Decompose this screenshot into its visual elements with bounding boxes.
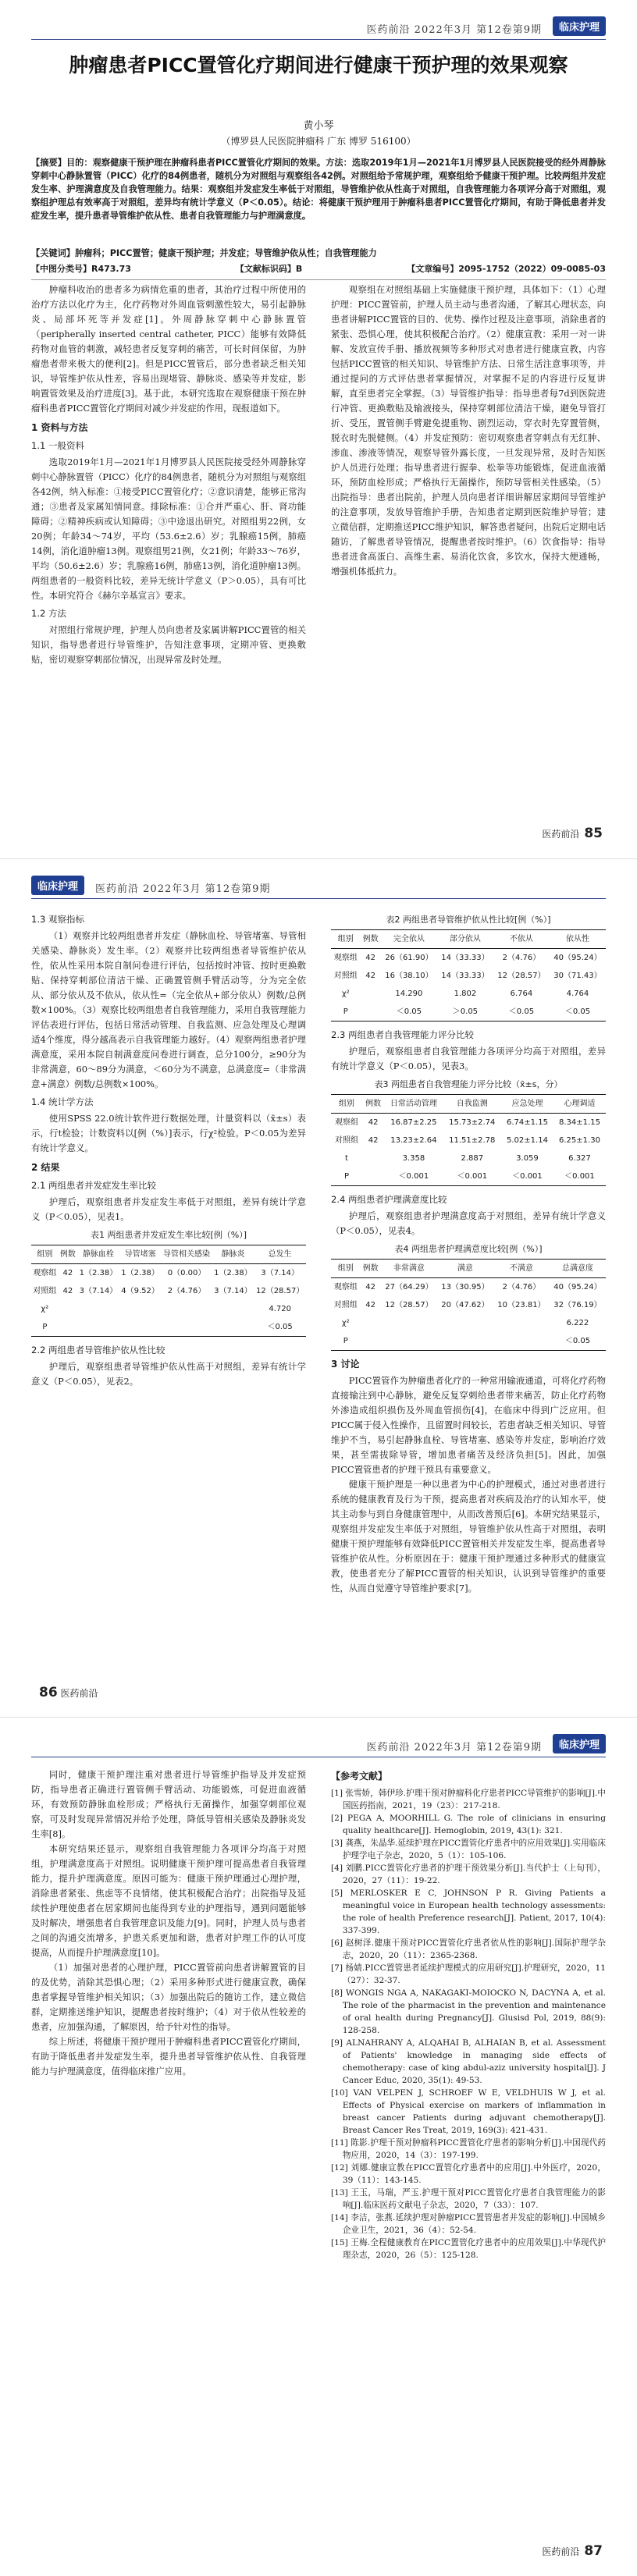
table-cell: 20（47.62）	[441, 1301, 489, 1309]
column-left	[31, 909, 306, 1389]
journal-running-head: 医药前沿 2022年3月 第12卷第9期	[366, 24, 542, 36]
running-header	[31, 869, 606, 899]
table-header: 例数	[360, 930, 380, 949]
table-cell: ＜0.001	[501, 1167, 553, 1186]
table-cell: 6.764	[510, 990, 533, 998]
table-cell: 12（28.57）	[255, 1287, 304, 1295]
table-cell	[493, 1332, 550, 1351]
table-header: 不满意	[493, 1260, 550, 1278]
reference-item: [3] 龚燕，朱晶华.延续护理在PICC置管化疗患者中的应用效果[J].实用临床护理学电子杂志，2020，5（1）：105-106.	[331, 1839, 606, 1860]
column-right	[331, 282, 606, 579]
paragraph: 使用SPSS 22.0统计软件进行数据处理，计量资料以（x̄±s）表示，行t检验；计数资料以[例（%）]表示，行χ²检验。P＜0.05为差异有统计学意义。	[31, 1113, 306, 1153]
document-code: 【文献标识码】B	[235, 264, 303, 274]
section-tag: 临床护理	[31, 876, 84, 895]
paragraph: 护理后，观察组患者自我管理能力各项评分均高于对照组，差异有统计学意义（P＜0.05），见表3。	[331, 1046, 606, 1071]
table-cell: 13（30.95）	[441, 1283, 489, 1292]
table-row	[331, 949, 606, 968]
table-cell: 5.02±1.14	[507, 1136, 548, 1145]
table-header: 自我监测	[443, 1095, 501, 1114]
table-caption: 表1 两组患者并发症发生率比较[例（%）]	[90, 1230, 247, 1240]
table-cell: 0（0.00）	[167, 1269, 206, 1277]
table-row	[331, 1149, 606, 1167]
table-cell: 40（95.24）	[553, 1283, 602, 1292]
section-heading: 1 资料与方法	[31, 422, 88, 433]
table-cell: 32（76.19）	[553, 1301, 602, 1309]
table-cell: ＜0.001	[443, 1167, 501, 1186]
table-header: 导管堵塞	[119, 1245, 162, 1264]
table-cell	[77, 1300, 119, 1318]
author: 黄小琴	[303, 120, 334, 132]
table-cell: 6.74±1.15	[507, 1118, 548, 1127]
table-cell: 14（33.33）	[441, 954, 489, 962]
table-header: 应急处理	[501, 1095, 553, 1114]
reference-item: [4] 刘鹏.PICC置管化疗患者的护理干预效果分析[J].当代护士（上旬刊），2020，27（11）：19-22.	[331, 1864, 606, 1885]
table-cell: χ²	[341, 990, 350, 998]
table-cell	[77, 1318, 119, 1337]
table-header: 非常满意	[381, 1260, 437, 1278]
table-2	[331, 912, 606, 1022]
column-right	[331, 1768, 606, 2262]
reference-item: [12] 刘娜.健康宣教在PICC置管化疗患者中的应用[J].中外医疗，2020，39（11）：143-145.	[331, 2163, 606, 2185]
table-header: 组别	[331, 930, 360, 949]
journal-running-head: 医药前沿 2022年3月 第12卷第9期	[366, 1742, 542, 1753]
table-cell: 4.764	[566, 990, 589, 998]
table-cell: 3（7.14）	[214, 1287, 252, 1295]
table-cell: 42	[368, 1118, 379, 1127]
table-cell	[59, 1300, 77, 1318]
table-cell: 42	[365, 954, 376, 962]
table-header: 静脉血栓	[77, 1245, 119, 1264]
table-cell: 2（4.76）	[502, 954, 541, 962]
table-cell	[437, 1332, 493, 1351]
paragraph: 选取2019年1月—2021年1月博罗县人民医院接受经外周静脉穿刺中心静脉置管（PICC）化疗的84例患者，随机分为对照组与观察组各42例，纳入标准：①接受PICC置管化疗；②意识清楚，能够正常沟通；③患者及家属知情同意。排除标准：①合并严重心、肝、肾功能障碍；②精神疾病或认知障碍；③中途退出研究。对照组男22例，女20例；年龄34～74岁，平均（53.6±2.6）岁；乳腺癌15例，肺癌14例，消化道肿瘤13例。观察组男21例，女21例；年龄33～76岁，平均（50.6±2.6）岁；乳腺癌16例，肺癌13例，消化道肿瘤13例。两组患者的一般资料比较，差异无统计学意义（P＞0.05），具有可比性。本研究符合《赫尔辛基宣言》要求。	[31, 457, 306, 601]
table-cell: ＜0.05	[254, 1318, 306, 1337]
section-heading: 3 讨论	[331, 1359, 360, 1370]
clc-number: 【中图分类号】R473.73	[31, 264, 131, 274]
table-cell: 观察组	[33, 1269, 57, 1277]
table-cell: 1（2.38）	[214, 1269, 252, 1277]
table-cell: 3（7.14）	[79, 1287, 118, 1295]
page-footer	[542, 2543, 603, 2559]
table-cell: 42	[368, 1136, 379, 1145]
table-caption: 表2 两组患者导管维护依从性比较[例（%）]	[386, 915, 551, 925]
table-cell: ＜0.05	[493, 1003, 550, 1022]
reference-item: [14] 李洁，张燕.延续护理对肿瘤PICC置管患者并发症的影响[J].中国城乡企业卫生，2021，36（4）：52-54.	[331, 2213, 606, 2235]
table-cell: t	[345, 1154, 348, 1163]
table-row	[31, 1282, 306, 1300]
table-cell: 4.720	[269, 1305, 291, 1313]
reference-item: [2] PEGA A, MOORHILL G. The role of clinicians in ensuring quality healthcare[J]. Hemoglobin, 2019, 43(1): 321.	[331, 1814, 606, 1835]
table-cell: 15.73±2.74	[449, 1118, 496, 1127]
table-1	[31, 1228, 306, 1337]
table-cell: 2.887	[461, 1154, 484, 1163]
subsection-heading: 2.1 两组患者并发症发生率比较	[31, 1180, 156, 1191]
table-cell: ＜0.05	[381, 1003, 437, 1022]
table-header: 日常活动管理	[384, 1095, 443, 1114]
table-cell: χ²	[341, 1319, 350, 1327]
reference-item: [15] 王梅.全程健康教育在PICC置管化疗患者中的应用效果[J].中华现代护理杂志，2020，26（5）：125-128.	[331, 2238, 606, 2260]
table-header: 依从性	[550, 930, 606, 949]
table-cell: 观察组	[333, 1283, 358, 1292]
column-left	[31, 282, 306, 667]
paragraph: 同时，健康干预护理注重对患者进行导管维护指导及并发症预防，指导患者正确进行置管侧手臂活动、功能锻炼，可促进血液循环，有效预防静脉血栓形成；严格执行无菌操作，加强穿刺部位观察，可及时发现异常情况并给予处理，降低导管相关感染及静脉炎发生率[8]。	[31, 1769, 306, 1839]
paragraph: （1）观察并比较两组患者并发症（静脉血栓、导管堵塞、导管相关感染、静脉炎）发生率。（2）观察并比较两组患者导管维护依从性，依从性采用本院自制问卷进行评估，包括按时冲管、按时更换敷贴、保持穿刺部位清洁干燥、正确置管侧手臂活动等，分为完全依从、部分依从及不依从，依从性=（完全依从+部分依从）例数/总例数×100%。（3）观察比较两组患者自我管理能力，采用自我管理能力评估表进行评估，包括日常活动管理、自我监测、应急处理及心理调适4个维度，得分越高表示自我管理能力越好。（4）观察两组患者护理满意度，采用本院自制满意度问卷进行调查，总分100分，≥90分为非常满意，60～89分为满意，＜60分为不满意，总满意度=（非常满意+满意）例数/总例数×100%。	[31, 930, 306, 1089]
table-cell	[212, 1318, 254, 1337]
page-87	[0, 1717, 637, 2576]
paragraph: 对照组行常规护理，护理人员向患者及家属讲解PICC置管的相关知识，指导患者进行导管维护，告知注意事项，定期冲管、更换敷贴，密切观察穿刺部位情况，出现异常及时处理。	[31, 624, 306, 665]
table-cell: 42	[365, 1283, 376, 1292]
table-cell: 6.222	[566, 1319, 589, 1327]
table-cell: 13.23±2.64	[390, 1136, 437, 1145]
paragraph: 护理后，观察组患者导管维护依从性高于对照组，差异有统计学意义（P＜0.05），见表2。	[31, 1361, 306, 1387]
article-id: 【文章编号】2095-1752（2022）09-0085-03	[407, 264, 606, 274]
table-header: 心理调适	[553, 1095, 606, 1114]
table-cell: χ²	[41, 1305, 49, 1313]
reference-item: [13] 王玉，马瑞，严玉.护理干预对PICC置管化疗患者自我管理能力的影响[J].临床医药文献电子杂志，2020，7（33）：107.	[331, 2188, 606, 2210]
table-cell: 2（4.76）	[502, 1283, 541, 1292]
table-header: 总满意度	[550, 1260, 606, 1278]
table-cell: 42	[62, 1287, 73, 1295]
table-cell	[119, 1300, 162, 1318]
reference-item: [9] ALNAHRANY A, ALQAHAI B, ALHAIAN B, et al. Assessment of Patients' knowledge in managing side effects of chemotherapy: case of king abdul-aziz university hospital[J]. J Cancer Educ, 2020, 35(1): 49-53.	[331, 2038, 606, 2085]
table-cell	[381, 1332, 437, 1351]
page-number: 85	[584, 826, 603, 841]
table-cell: P	[331, 1167, 362, 1186]
table-cell: 10（23.81）	[497, 1301, 546, 1309]
table-caption: 表3 两组患者自我管理能力评分比较（x̄±s，分）	[374, 1079, 563, 1089]
column-right	[331, 909, 606, 1596]
table-cell	[161, 1300, 212, 1318]
table-header: 满意	[437, 1260, 493, 1278]
table-header: 例数	[360, 1260, 380, 1278]
reference-item: [7] 杨婧.PICC置管患者延续护理模式的应用研究[J].护理研究，2020，11（27）：32-37.	[331, 1963, 606, 1985]
table-header: 部分依从	[437, 930, 493, 949]
table-row	[31, 1264, 306, 1283]
affiliation: （博罗县人民医院肿瘤科 广东 博罗 516100）	[221, 136, 416, 147]
page-85	[0, 0, 637, 858]
table-cell	[161, 1318, 212, 1337]
article-title: 肿瘤患者PICC置管化疗期间进行健康干预护理的效果观察	[69, 54, 568, 76]
table-header: 组别	[31, 1245, 59, 1264]
table-cell: 对照组	[33, 1287, 57, 1295]
page-footer	[542, 826, 603, 841]
reference-item: [1] 张雪娇，韩伊珍.护理干预对肿瘤科化疗患者PICC导管维护的影响[J].中国医药指南，2021，19（23）：217-218.	[331, 1789, 606, 1810]
table-header: 完全依从	[381, 930, 437, 949]
table-cell: 1（2.38）	[121, 1269, 159, 1277]
table-row	[331, 1167, 606, 1186]
references-heading: 【参考文献】	[331, 1771, 388, 1782]
table-cell: 40（95.24）	[553, 954, 602, 962]
table-header: 不依从	[493, 930, 550, 949]
table-cell: 14.290	[395, 990, 423, 998]
table-row	[331, 1332, 606, 1351]
table-row	[331, 1003, 606, 1022]
table-cell	[437, 1314, 493, 1332]
table-cell: ＜0.001	[553, 1167, 606, 1186]
reference-item: [10] VAN VELPEN J, SCHROEF W E, VELDHUIS W J, et al. Effects of Physical exercise on markers of inflammation in breast cancer Patients during adjuvant chemotherapy[J]. Breast Cancer Res Treat, 2019, 169(3): 421-431.	[331, 2088, 606, 2135]
table-cell: P	[31, 1318, 59, 1337]
table-cell	[381, 1314, 437, 1332]
table-cell: 26（61.90）	[385, 954, 433, 962]
table-cell: 27（64.29）	[385, 1283, 433, 1292]
section-tag: 临床护理	[553, 1734, 606, 1753]
reference-item: [5] MERLOSKER E C, JOHNSON P R. Giving Patients a meaningful voice in European health technology assessments: the role of health Preference research[J]. Patient, 2017, 10(4): 337-399.	[331, 1888, 606, 1935]
table-cell: 4（9.52）	[121, 1287, 159, 1295]
table-cell: 16（38.10）	[385, 972, 433, 980]
subsection-heading: 2.4 两组患者护理满意度比较	[331, 1194, 447, 1205]
page-footer	[34, 1685, 98, 1700]
table-cell: 42	[365, 972, 376, 980]
table-cell: 观察组	[335, 1118, 358, 1127]
table-header: 例数	[59, 1245, 77, 1264]
paragraph: 护理后，观察组患者并发症发生率低于对照组，差异有统计学意义（P＜0.05），见表1。	[31, 1196, 306, 1222]
column-left	[31, 1768, 306, 2079]
table-cell: 6.327	[568, 1154, 591, 1163]
table-cell: 42	[365, 1301, 376, 1309]
table-3	[331, 1077, 606, 1186]
table-cell	[362, 1167, 384, 1186]
table-cell: 3.358	[402, 1154, 425, 1163]
paragraph: 健康干预护理是一种以患者为中心的护理模式，通过对患者进行系统的健康教育及行为干预，提高患者对疾病及治疗的认知水平，使其主动参与到自身健康管理中，从而改善预后[6]。本研究结果显示，观察组并发症发生率低于对照组，导管维护依从性高于对照组，表明健康干预护理能够有效降低PICC置管相关并发症发生率，提高患者导管维护依从性。分析原因在于：健康干预护理通过多种形式的健康宣教，使患者充分了解PICC置管的相关知识，认识到导管维护的重要性，从而自觉遵守导管维护要求[7]。	[331, 1479, 606, 1594]
table-cell	[119, 1318, 162, 1337]
subsection-heading: 2.3 两组患者自我管理能力评分比较	[331, 1029, 474, 1040]
table-cell: ＞0.05	[437, 1003, 493, 1022]
table-cell	[360, 985, 380, 1003]
table-cell: 3（7.14）	[261, 1269, 299, 1277]
page-number: 86	[39, 1685, 58, 1700]
table-row	[331, 1132, 606, 1149]
table-cell: 1.802	[454, 990, 477, 998]
table-cell: ＜0.05	[550, 1003, 606, 1022]
paragraph: 本研究结果还显示，观察组自我管理能力各项评分均高于对照组，护理满意度高于对照组。说明健康干预护理可提高患者自我管理能力，提升护理满意度。原因可能为：健康干预护理通过心理护理，消除患者紧张、焦虑等不良情绪，使其积极配合治疗；出院指导及延续性护理使患者在居家期间也能得到专业的护理指导，遇到问题能够及时解决，增强患者自我管理意识及能力[9]。同时，护理人员与患者之间的沟通交流增多，护患关系更加和谐，患者对护理工作的认可度提高，从而提升护理满意度[10]。	[31, 1843, 306, 1958]
table-cell: 12（28.57）	[497, 972, 546, 980]
table-cell: ＜0.05	[550, 1332, 606, 1351]
page-number: 87	[584, 2543, 603, 2559]
footer-journal-name: 医药前沿	[60, 1688, 98, 1699]
subsection-heading: 1.1 一般资料	[31, 440, 84, 451]
footer-journal-name: 医药前沿	[542, 829, 580, 840]
table-row	[331, 1114, 606, 1132]
paragraph: 观察组在对照组基础上实施健康干预护理，具体如下：（1）心理护理：PICC置管前，护理人员主动与患者沟通，了解其心理状态，向患者讲解PICC置管的目的、优势、操作过程及注意事项，消除患者的紧张、恐惧心理，使其积极配合治疗。（2）健康宣教：采用一对一讲解、发放宣传手册、播放视频等多种形式对患者进行健康宣教，内容包括PICC置管的相关知识、导管维护方法、日常生活注意事项等，并通过提问的方式评估患者掌握情况，对掌握不足的内容进行反复讲解，直至患者完全掌握。（3）导管维护指导：指导患者每7d到医院进行冲管、更换敷贴及输液接头，保持穿刺部位清洁干燥，避免导管打折、受压，置管侧手臂避免提重物、剧烈运动，穿衣时先穿置管侧，脱衣时先脱健侧。（4）并发症预防：密切观察患者穿刺点有无红肿、渗血、渗液等情况，观察导管外露长度，一旦发现异常，及时告知医护人员进行处理；指导患者进行握拳、松拳等功能锻炼，促进血液循环，预防血栓形成；严格执行无菌操作，预防导管相关性感染。（5）出院指导：患者出院前，护理人员向患者详细讲解居家期间导管维护的注意事项，发放导管维护手册，告知患者定期到医院维护导管；建立微信群，定期推送PICC维护知识，解答患者疑问，出院后定期电话随访，了解患者导管情况，提醒患者按时维护。（6）饮食指导：指导患者进食高蛋白、高维生素、易消化饮食，多饮水，保持大便通畅，增强机体抵抗力。	[331, 284, 606, 577]
table-header: 静脉炎	[212, 1245, 254, 1264]
table-cell: 6.25±1.30	[559, 1136, 600, 1145]
classification-line	[31, 262, 606, 280]
table-cell: 对照组	[333, 1301, 358, 1309]
table-cell: P	[331, 1003, 360, 1022]
table-cell: 1（2.38）	[79, 1269, 118, 1277]
table-cell: 42	[62, 1269, 73, 1277]
table-row	[331, 985, 606, 1003]
table-cell: 16.87±2.25	[390, 1118, 437, 1127]
table-cell	[360, 1332, 380, 1351]
reference-item: [8] WONGIS NGA A, NAKAGAKI-MOIOCKO N, DACYNA A, et al. The role of the pharmacist in the prevention and maintenance of oral health during Pregnancy[J]. Glusisd Pol, 2019, 88(9): 128-258.	[331, 1988, 606, 2035]
table-cell	[360, 1003, 380, 1022]
table-cell: 观察组	[333, 954, 358, 962]
page-86	[0, 858, 637, 1718]
table-cell: ＜0.001	[384, 1167, 443, 1186]
abstract: 【摘要】目的：观察健康干预护理在肿瘤科患者PICC置管化疗期间的效果。方法：选取2019年1月—2021年1月博罗县人民医院接受的经外周静脉穿刺中心静脉置管（PICC）化疗的84例患者，随机分为对照组与观察组各42例。对照组给予常规护理，观察组给予健康干预护理。比较两组并发症发生率、护理满意度及自我管理能力。结果：观察组并发症发生率低于对照组，导管维护依从性高于对照组，自我管理能力各项评分高于对照组，观察组护理总有效率高于对照组，差异均有统计学意义（P＜0.05）。结论：将健康干预护理用于肿瘤科患者PICC置管化疗期间，有助于降低患者并发症发生率，提升患者导管维护依从性、患者自我管理能力与护理满意度。	[31, 158, 606, 221]
footer-journal-name: 医药前沿	[542, 2546, 580, 2557]
subsection-heading: 1.2 方法	[31, 608, 66, 619]
table-cell: 12（28.57）	[385, 1301, 433, 1309]
table-4	[331, 1242, 606, 1351]
table-cell	[59, 1318, 77, 1337]
subsection-heading: 1.3 观察指标	[31, 914, 84, 925]
journal-running-head: 医药前沿 2022年3月 第12卷第9期	[95, 883, 271, 895]
table-header: 组别	[331, 1095, 362, 1114]
table-header: 例数	[362, 1095, 384, 1114]
subsection-heading: 2.2 两组患者导管维护依从性比较	[31, 1345, 165, 1356]
table-row	[331, 1314, 606, 1332]
table-cell	[212, 1300, 254, 1318]
running-header	[31, 1727, 606, 1757]
paragraph: 肿瘤科收治的患者多为病情危重的患者，其治疗过程中所使用的治疗方法以化疗为主，化疗药物对外周血管刺激性较大，易引起静脉炎、局部坏死等并发症[1]。外周静脉穿刺中心静脉置管（peripherally inserted central catheter, PICC）能够有效降低药物对血管的刺激，减轻患者反复穿刺的痛苦，可长时间保留，为肿瘤患者带来极大的便利[2]。但是PICC置管后，部分患者缺乏相关知识，导管维护依从性差，容易出现堵管、静脉炎、感染等并发症，影响置管效果及治疗进度[3]。基于此，本研究选取在观察健康干预在肿瘤科患者PICC置管化疗期间对减少并发症的作用，现报道如下。	[31, 284, 306, 414]
table-cell: P	[331, 1332, 360, 1351]
table-cell: 对照组	[333, 972, 358, 980]
section-heading: 2 结果	[31, 1162, 60, 1173]
table-row	[331, 967, 606, 985]
table-header: 总发生	[254, 1245, 306, 1264]
table-cell: 对照组	[335, 1136, 358, 1145]
paragraph: （1）加强对患者的心理护理，PICC置管前向患者讲解置管的目的及优势，消除其恐惧心理；（2）采用多种形式进行健康宣教，确保患者掌握导管维护相关知识；（3）加强出院后的随访工作，建立微信群，定期推送维护知识，提醒患者按时维护；（4）对于依从性较差的患者，应加强沟通，了解原因，给予针对性的指导。	[31, 1962, 306, 2032]
keywords: 【关键词】肿瘤科；PICC置管；健康干预护理；并发症；导管维护依从性；自我管理能力	[31, 248, 377, 258]
running-header	[31, 9, 606, 40]
table-cell: 30（71.43）	[553, 972, 602, 980]
table-row	[331, 1296, 606, 1314]
table-cell	[360, 1314, 380, 1332]
table-cell	[362, 1149, 384, 1167]
reference-item: [6] 赵树泽.健康干预对PICC置管化疗患者依从性的影响[J].国际护理学杂志，2020，20（11）：2365-2368.	[331, 1938, 606, 1960]
table-cell: 14（33.33）	[441, 972, 489, 980]
reference-item: [11] 陈影.护理干预对肿瘤科PICC置管化疗患者的影响分析[J].中国现代药物应用，2020，14（3）：197-199.	[331, 2138, 606, 2160]
table-row	[31, 1300, 306, 1318]
paragraph: PICC置管作为肿瘤患者化疗的一种常用输液通道，可将化疗药物直接输注到中心静脉，避免反复穿刺给患者带来痛苦，防止化疗药物外渗造成组织损伤及外周血管损伤[4]，在临床中得到广泛应用。但PICC属于侵入性操作，且留置时间较长，若患者缺乏相关知识、导管维护不当，易引起静脉血栓、导管堵塞、感染等并发症，影响治疗效果，甚至需拔除导管，增加患者痛苦及经济负担[5]。因此，加强PICC置管患者的护理干预具有重要意义。	[331, 1375, 606, 1475]
table-row	[331, 1278, 606, 1297]
table-cell: 3.059	[516, 1154, 539, 1163]
table-header: 组别	[331, 1260, 360, 1278]
section-tag: 临床护理	[553, 16, 606, 36]
table-cell: 11.51±2.78	[449, 1136, 496, 1145]
subsection-heading: 1.4 统计学方法	[31, 1096, 94, 1107]
table-caption: 表4 两组患者护理满意度比较[例（%）]	[394, 1244, 543, 1254]
paragraph: 综上所述，将健康干预护理用于肿瘤科患者PICC置管化疗期间，有助于降低患者并发症发生率，提升患者导管维护依从性、自我管理能力与护理满意度，值得临床推广应用。	[31, 2036, 306, 2077]
table-cell: 2（4.76）	[167, 1287, 206, 1295]
table-cell	[493, 1314, 550, 1332]
paragraph: 护理后，观察组患者护理满意度高于对照组，差异有统计学意义（P＜0.05），见表4。	[331, 1210, 606, 1236]
table-header: 导管相关感染	[161, 1245, 212, 1264]
table-row	[31, 1318, 306, 1337]
table-cell: 8.34±1.15	[559, 1118, 600, 1127]
